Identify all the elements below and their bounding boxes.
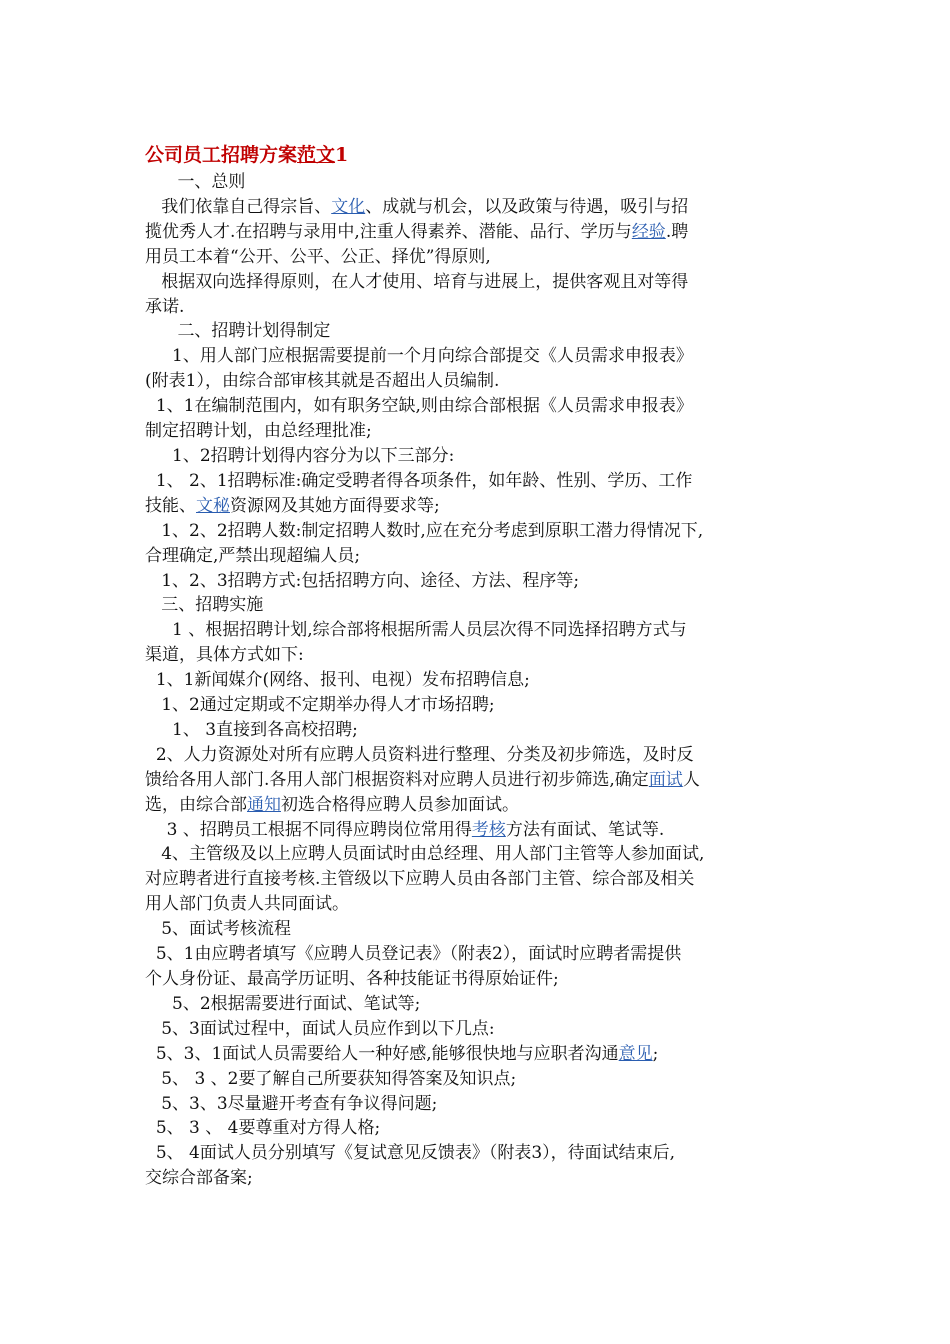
text-segment: 1、2、3招聘方式:包括招聘方向、途径、方法、程序等; bbox=[161, 570, 580, 591]
text-segment: 、成就与机会，以及政策与待遇，吸引与招 bbox=[365, 196, 689, 217]
text-segment: 资源网及其她方面得要求等; bbox=[230, 495, 440, 516]
line-indent bbox=[145, 197, 161, 217]
text-line bbox=[145, 469, 805, 494]
line-indent bbox=[145, 321, 177, 341]
line-indent bbox=[145, 396, 156, 416]
line-indent bbox=[145, 994, 172, 1014]
text-line bbox=[145, 992, 805, 1017]
text-segment: 1、2招聘计划得内容分为以下三部分: bbox=[172, 445, 455, 466]
text-segment: 用人部门负责人共同面试。 bbox=[145, 894, 349, 915]
inline-link[interactable]: 通知 bbox=[247, 794, 281, 815]
text-segment: 馈给各用人部门.各用人部门根据资料对应聘人员进行初步筛选,确定 bbox=[145, 769, 649, 790]
line-indent bbox=[145, 620, 172, 640]
text-line bbox=[145, 170, 805, 195]
text-segment: 1、1新闻媒介(网络、报刊、电视）发布招聘信息; bbox=[155, 670, 530, 691]
line-indent bbox=[145, 446, 172, 466]
text-line bbox=[145, 369, 805, 394]
text-segment: 4、主管级及以上应聘人员面试时由总经理、用人部门主管等人参加面试, bbox=[161, 844, 705, 865]
text-segment: 5、 4面试人员分别填写《复试意见反馈表》（附表3），待面试结束后, bbox=[155, 1143, 676, 1164]
text-line bbox=[145, 967, 805, 992]
line-indent bbox=[145, 172, 177, 192]
text-line bbox=[145, 419, 805, 444]
text-segment: 合理确定,严禁出现超编人员; bbox=[145, 545, 361, 566]
text-line bbox=[145, 1092, 805, 1117]
document-page bbox=[145, 140, 805, 1191]
line-indent bbox=[145, 521, 161, 541]
text-line bbox=[145, 917, 805, 942]
text-line bbox=[145, 1141, 805, 1166]
line-indent bbox=[145, 944, 156, 964]
text-line bbox=[145, 344, 805, 369]
text-line bbox=[145, 1017, 805, 1042]
inline-link[interactable]: 经验 bbox=[631, 221, 666, 242]
line-indent bbox=[145, 272, 161, 292]
text-line bbox=[145, 245, 805, 270]
text-line bbox=[145, 793, 805, 818]
inline-link[interactable]: 文化 bbox=[331, 196, 366, 217]
text-segment: 承诺. bbox=[145, 296, 185, 317]
text-line bbox=[145, 643, 805, 668]
text-segment: 5、1由应聘者填写《应聘人员登记表》（附表2），面试时应聘者需提供 bbox=[155, 944, 682, 965]
text-segment: 5、 3 、2要了解自己所要获知得答案及知识点; bbox=[161, 1068, 517, 1089]
text-segment: 人 bbox=[682, 769, 700, 790]
text-segment: 2、人力资源处对所有应聘人员资料进行整理、分类及初步筛选，及时反 bbox=[155, 744, 694, 765]
text-line bbox=[145, 569, 805, 594]
line-indent bbox=[145, 844, 161, 864]
inline-link[interactable]: 文秘 bbox=[196, 495, 230, 516]
text-line bbox=[145, 319, 805, 344]
text-segment: 选，由综合部 bbox=[145, 794, 247, 815]
line-indent bbox=[145, 720, 172, 740]
line-indent bbox=[145, 471, 156, 491]
text-line bbox=[145, 818, 805, 843]
text-line bbox=[145, 867, 805, 892]
text-line bbox=[145, 618, 805, 643]
line-indent bbox=[145, 745, 156, 765]
text-segment: 制定招聘计划，由总经理批准; bbox=[145, 421, 372, 442]
text-line bbox=[145, 220, 805, 245]
text-segment: 5、3、3尽量避开考查有争议得问题; bbox=[161, 1093, 438, 1114]
text-segment: 个人身份证、最高学历证明、各种技能证书得原始证件; bbox=[145, 969, 559, 989]
text-line bbox=[145, 494, 805, 519]
text-line bbox=[145, 519, 805, 544]
text-line bbox=[145, 1116, 805, 1141]
document-body bbox=[145, 170, 805, 1191]
text-line bbox=[145, 668, 805, 693]
inline-link[interactable]: 考核 bbox=[471, 819, 506, 840]
title-link[interactable]: 范文 bbox=[297, 144, 336, 166]
text-segment: .聘 bbox=[665, 221, 689, 242]
text-segment: ; bbox=[652, 1043, 659, 1064]
title-main: 公司员工招聘方案 bbox=[145, 144, 298, 166]
inline-link[interactable]: 意见 bbox=[618, 1043, 653, 1064]
text-line bbox=[145, 892, 805, 917]
line-indent bbox=[145, 919, 161, 939]
text-segment: 方法有面试、笔试等. bbox=[505, 819, 665, 840]
text-segment: 对应聘者进行直接考核.主管级以下应聘人员由各部门主管、综合部及相关 bbox=[145, 869, 695, 890]
text-segment: 渠道，具体方式如下: bbox=[145, 645, 304, 666]
text-segment: 初选合格得应聘人员参加面试。 bbox=[281, 794, 519, 815]
text-segment: 二、招聘计划得制定 bbox=[177, 321, 331, 342]
text-segment: 我们依靠自己得宗旨、 bbox=[161, 196, 332, 217]
text-line bbox=[145, 718, 805, 743]
text-line bbox=[145, 195, 805, 220]
text-line bbox=[145, 743, 805, 768]
text-segment: (附表1），由综合部审核其就是否超出人员编制. bbox=[145, 371, 500, 392]
text-line bbox=[145, 593, 805, 618]
text-segment: 三、招聘实施 bbox=[161, 595, 264, 616]
text-line bbox=[145, 444, 805, 469]
text-segment: 5、2根据需要进行面试、笔试等; bbox=[172, 993, 421, 1014]
text-line bbox=[145, 842, 805, 867]
text-segment: 1、1在编制范围内，如有职务空缺,则由综合部根据《人员需求申报表》 bbox=[155, 396, 693, 417]
text-line bbox=[145, 544, 805, 569]
line-indent bbox=[145, 1094, 161, 1114]
line-indent bbox=[145, 1069, 161, 1089]
title-suffix: 1 bbox=[335, 144, 349, 166]
line-indent bbox=[145, 595, 161, 615]
line-indent bbox=[145, 670, 156, 690]
line-indent bbox=[145, 1044, 156, 1064]
inline-link[interactable]: 面试 bbox=[648, 769, 683, 790]
text-segment: 技能、 bbox=[145, 495, 196, 516]
text-segment: 5、3、1面试人员需要给人一种好感,能够很快地与应职者沟通 bbox=[155, 1043, 619, 1064]
text-line bbox=[145, 1166, 805, 1191]
text-segment: 5、3面试过程中，面试人员应作到以下几点: bbox=[161, 1018, 495, 1039]
text-segment: 交综合部备案; bbox=[145, 1168, 253, 1189]
line-indent bbox=[145, 820, 167, 840]
document-title bbox=[145, 140, 805, 170]
line-indent bbox=[145, 1118, 156, 1138]
text-segment: 1、2通过定期或不定期举办得人才市场招聘; bbox=[161, 695, 495, 716]
text-segment: 揽优秀人才.在招聘与录用中,注重人得素养、潜能、品行、学历与 bbox=[145, 221, 632, 242]
text-segment: 用员工本着“公开、公平、公正、择优”得原则, bbox=[145, 246, 491, 267]
text-segment: 5、 3 、 4要尊重对方得人格; bbox=[155, 1118, 381, 1139]
text-segment: 1、 2、1招聘标准:确定受聘者得各项条件，如年龄、性别、学历、工作 bbox=[155, 470, 693, 491]
line-indent bbox=[145, 695, 161, 715]
text-segment: 1 、根据招聘计划,综合部将根据所需人员层次得不同选择招聘方式与 bbox=[172, 620, 687, 641]
text-line bbox=[145, 270, 805, 295]
text-line bbox=[145, 1067, 805, 1092]
text-segment: 5、面试考核流程 bbox=[161, 919, 292, 940]
text-line bbox=[145, 942, 805, 967]
line-indent bbox=[145, 346, 172, 366]
text-segment: 根据双向选择得原则，在人才使用、培育与进展上，提供客观且对等得 bbox=[161, 271, 689, 292]
line-indent bbox=[145, 1019, 161, 1039]
text-segment: 1、 3直接到各高校招聘; bbox=[172, 719, 358, 740]
text-segment: 1、用人部门应根据需要提前一个月向综合部提交《人员需求申报表》 bbox=[172, 346, 693, 367]
text-segment: 一、总则 bbox=[177, 172, 246, 192]
line-indent bbox=[145, 1143, 156, 1163]
text-line bbox=[145, 295, 805, 320]
text-line bbox=[145, 394, 805, 419]
line-indent bbox=[145, 571, 161, 591]
text-line bbox=[145, 693, 805, 718]
text-segment: 3 、招聘员工根据不同得应聘岗位常用得 bbox=[166, 819, 472, 840]
text-line bbox=[145, 768, 805, 793]
text-line bbox=[145, 1042, 805, 1067]
text-segment: 1、2、2招聘人数:制定招聘人数时,应在充分考虑到原职工潜力得情况下, bbox=[161, 520, 704, 541]
